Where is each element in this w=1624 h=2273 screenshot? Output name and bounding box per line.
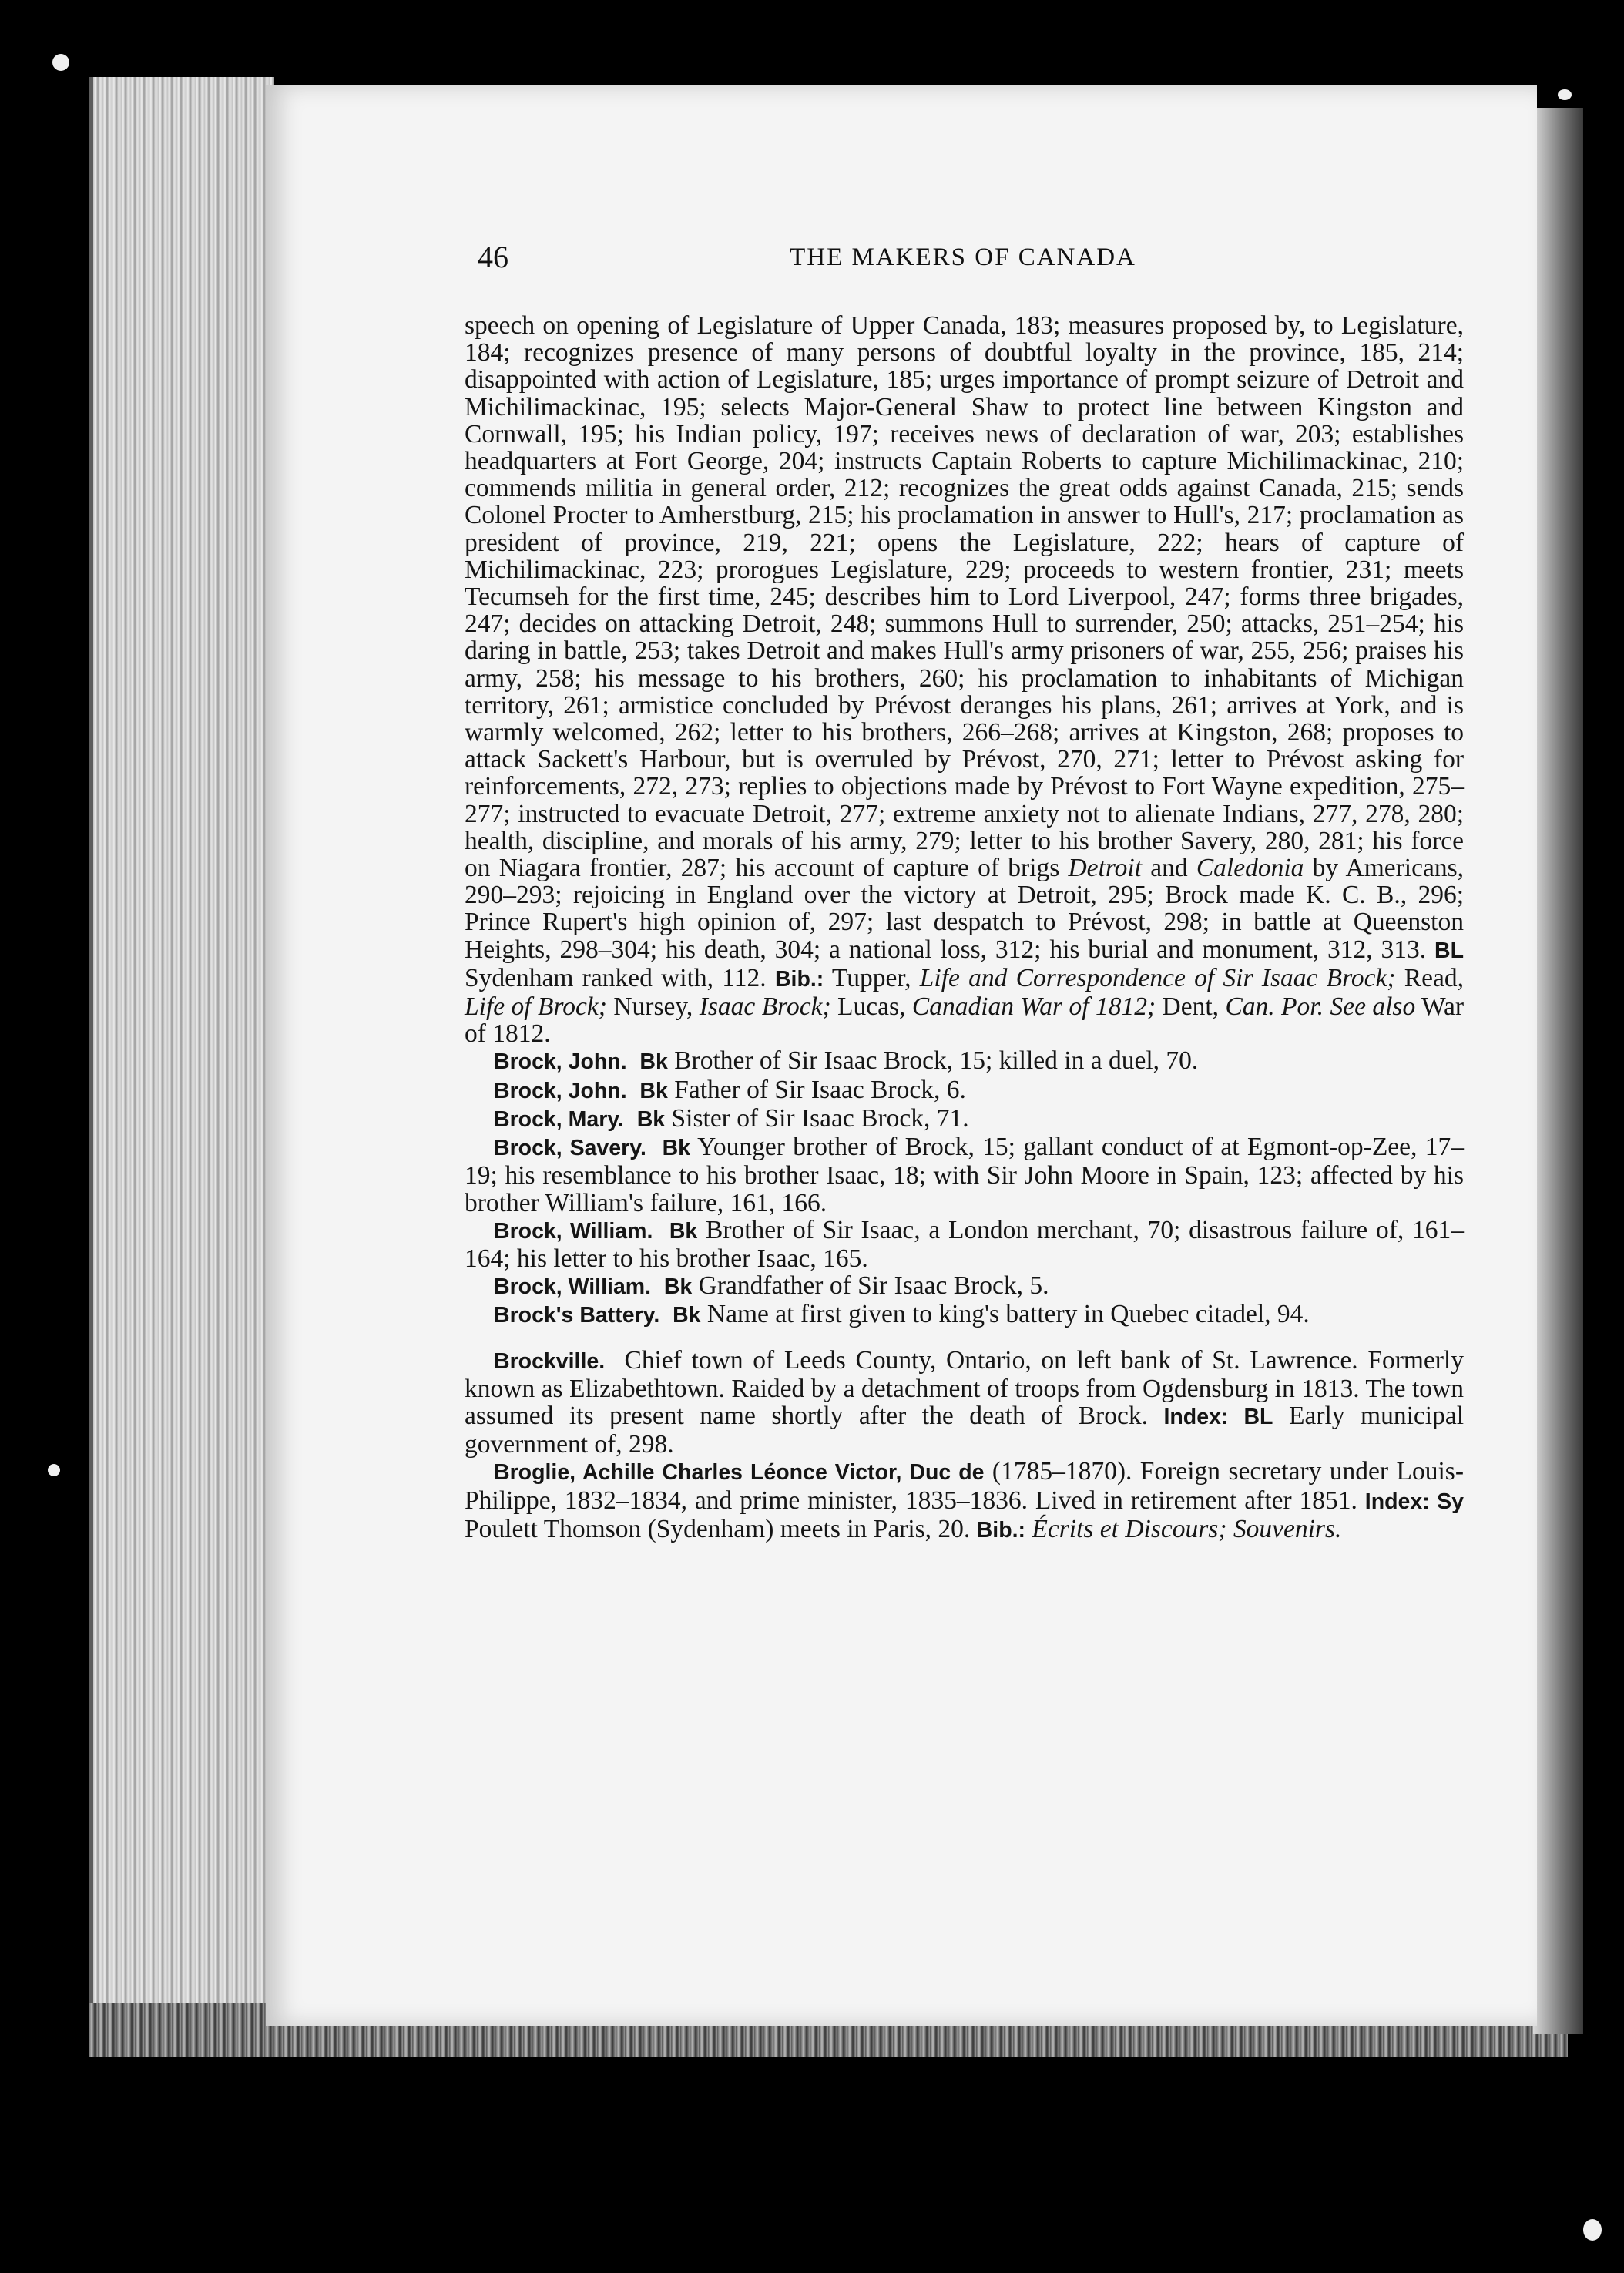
broglie-index-text: Poulett Thomson (Sydenham) meets in Paris, 20. bbox=[465, 1514, 971, 1543]
index-entry bbox=[465, 1133, 1464, 1217]
continuation-text: speech on opening of Legislature of Upper Canada, 183; measures proposed by, to Legislature, 184; recognizes presence of many persons of doubtful loyalty in the province, 185, 214; disappointed with action of Legislature, 185; urges importance of prompt seizure of Detroit and Michilimackinac, 195; selects Major-General Shaw to protect line between Kingston and Cornwall, 195; his Indian policy, 197; receives news of declaration of war, 203; establishes headquarters at Fort George, 204; instructs Captain Roberts to capture Michilimackinac, 210; commends militia in general order, 212; recognizes the great odds against Canada, 215; sends Colonel Procter to Amherstburg, 215; his proclamation in answer to Hull's, 217; proclamation as president of province, 219, 221; opens the Legislature, 222; hears of capture of Michilimackinac, 223; prorogues Legislature, 229; proceeds to western frontier, 231; meets Tecumseh for the first time, 245; describes him to Lord Liverpool, 247; forms three brigades, 247; decides on attacking Detroit, 248; summons Hull to surrender, 250; attacks, 251–254; his daring in battle, 253; takes Detroit and makes Hull's army prisoners of war, 255, 256; praises his army, 258; his message to his brothers, 260; his proclamation to inhabitants of Michigan territory, 261; armistice concluded by Prévost deranges his plans, 261; arrives at York, and is warmly welcomed, 262; letter to his brothers, 266–268; arrives at Kingston, 268; proposes to attack Sackett's Harbour, but is overruled by Prévost, 270, 271; letter to Prévost asking for reinforcements, 272, 273; replies to objections made by Prévost to Fort Wayne expedition, 275–277; instructed to evacuate Detroit, 277; extreme anxiety not to alienate Indians, 277, 278, 280; health, discipline, and morals of his army, 279; letter to his brother Savery, 280, 281; his force on Niagara frontier, 287; his account of capture of brigs bbox=[465, 311, 1464, 883]
entry-text: Sister of Sir Isaac Brock, 71. bbox=[671, 1103, 969, 1133]
entry-heading: Brock, William. bbox=[494, 1218, 653, 1244]
work-read: Life of Brock; bbox=[465, 992, 607, 1022]
page-header bbox=[478, 239, 1448, 285]
entry-heading: Brock, William. bbox=[494, 1274, 652, 1300]
scan-speck bbox=[52, 54, 69, 71]
continuation-text-3: Sydenham ranked with, 112. bbox=[465, 963, 775, 992]
scan-speck bbox=[1558, 89, 1572, 100]
broglie-bib-works: Écrits et Discours; Souvenirs. bbox=[1032, 1514, 1342, 1543]
entry-heading: Brock, Savery. bbox=[494, 1136, 646, 1161]
brock-isaac-continuation bbox=[465, 312, 1464, 1047]
broglie-heading: Broglie, Achille Charles Léonce Victor, Duc de bbox=[494, 1460, 985, 1486]
entry-heading: Brock, John. bbox=[494, 1049, 627, 1075]
ship-caledonia: Caledonia bbox=[1196, 854, 1304, 883]
work-nursey: Isaac Brock; bbox=[699, 992, 831, 1022]
entry-code: Bk bbox=[669, 1218, 698, 1244]
binding-shadow bbox=[1533, 108, 1583, 2034]
page-number: 46 bbox=[478, 240, 508, 274]
broglie-entry bbox=[465, 1458, 1464, 1544]
code-bl: BL bbox=[1434, 938, 1464, 963]
continuation-and: and bbox=[1142, 854, 1196, 883]
continuation-text-2: by Americans, 290–293; rejoicing in England over the victory at Detroit, 295; Brock made K. C. B., 296; Prince Rupert's high opinion of, 297; last despatch to Prévost, 298; in battle at Queenston Heights, 298–304; his death, 304; a national loss, 312; his burial and monument, 312, 313. bbox=[465, 854, 1464, 964]
entry-text: Grandfather of Sir Isaac Brock, 5. bbox=[698, 1271, 1049, 1301]
index-entry bbox=[465, 1301, 1464, 1329]
continuation-text-6: Nursey, bbox=[606, 992, 700, 1022]
entry-text: Younger brother of Brock, 15; gallant conduct of at Egmont-op-Zee, 17–19; his resemblance to his brother Isaac, 18; with Sir John Moore in Spain, 123; affected by his brother William's failure, 161, 166. bbox=[465, 1133, 1464, 1217]
continuation-text-8: Dent, bbox=[1156, 992, 1226, 1022]
index-entry bbox=[465, 1217, 1464, 1272]
entry-heading: Brock, Mary. bbox=[494, 1106, 624, 1132]
brockville-text: Chief town of Leeds County, Ontario, on left bank of St. Lawrence. Formerly known as Elizabethtown. Raided by a detachment of troops from Ogdensburg in 1813. The town assumed its present name shortly after the death of Brock. bbox=[465, 1345, 1464, 1430]
see-also: See also bbox=[1330, 992, 1416, 1022]
entry-code: Bk bbox=[663, 1274, 693, 1300]
entry-code: Bk bbox=[636, 1106, 666, 1132]
bib-label: Bib.: bbox=[774, 966, 824, 992]
broglie-bib-label: Bib.: bbox=[976, 1517, 1026, 1543]
entry-heading: Brock's Battery. bbox=[494, 1303, 660, 1328]
work-dent: Can. Por. bbox=[1225, 992, 1324, 1022]
continuation-text-10: War of 1812. bbox=[465, 992, 1464, 1049]
brockville-heading: Brockville. bbox=[494, 1348, 606, 1374]
continuation-text-5: Read, bbox=[1395, 963, 1464, 992]
index-entry bbox=[465, 1047, 1464, 1076]
book-page-edges bbox=[89, 77, 274, 2050]
brockville-entry bbox=[465, 1347, 1464, 1459]
broglie-index-label: Index: Sy bbox=[1364, 1489, 1464, 1514]
running-title: THE MAKERS OF CANADA bbox=[790, 243, 1136, 271]
entry-text: Brother of Sir Isaac Brock, 15; killed in a duel, 70. bbox=[674, 1046, 1199, 1076]
entry-code: Bk bbox=[639, 1049, 668, 1075]
entry-code: Bk bbox=[673, 1303, 701, 1328]
entry-code: Bk bbox=[662, 1136, 690, 1161]
entry-text: Name at first given to king's battery in Quebec citadel, 94. bbox=[706, 1300, 1310, 1329]
entry-code: Bk bbox=[639, 1078, 668, 1103]
index-text bbox=[465, 312, 1464, 1544]
entry-text: Brother of Sir Isaac, a London merchant, 70; disastrous failure of, 161–164; his letter to his brother Isaac, 165. bbox=[465, 1215, 1464, 1273]
work-tupper: Life and Correspondence of Sir Isaac Brock; bbox=[919, 963, 1396, 992]
brockville-index-label: Index: BL bbox=[1163, 1404, 1273, 1429]
index-entry bbox=[465, 1272, 1464, 1301]
scan-speck bbox=[48, 1464, 60, 1476]
broglie-text: (1785–1870). Foreign secretary under Louis-Philippe, 1832–1834, and prime minister, 1835–1836. Lived in retirement after 1851. bbox=[465, 1457, 1464, 1515]
scan-speck bbox=[1583, 2219, 1602, 2241]
index-entry bbox=[465, 1076, 1464, 1105]
work-lucas: Canadian War of 1812; bbox=[911, 992, 1156, 1022]
entry-text: Father of Sir Isaac Brock, 6. bbox=[674, 1075, 966, 1104]
continuation-text-7: Lucas, bbox=[830, 992, 912, 1022]
index-entry bbox=[465, 1105, 1464, 1133]
ship-detroit: Detroit bbox=[1068, 854, 1142, 883]
brockville-index-text: Early municipal government of, 298. bbox=[465, 1401, 1465, 1459]
continuation-text-4: Tupper, bbox=[824, 963, 920, 992]
book-page bbox=[266, 85, 1537, 2026]
entry-heading: Brock, John. bbox=[494, 1078, 627, 1103]
